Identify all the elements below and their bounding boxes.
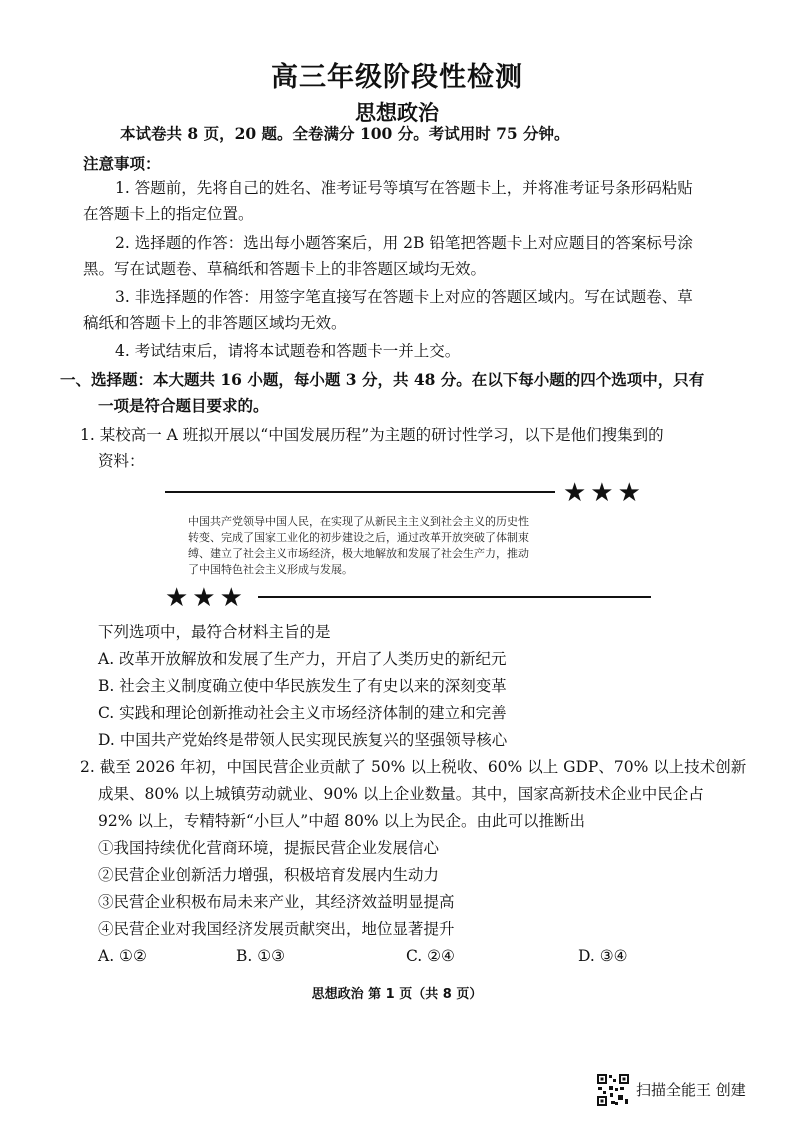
notice-line: 4. 考试结束后，请将本试题卷和答题卡一并上交。 — [115, 342, 461, 360]
exam-info: 本试卷共 8 页，20 题。全卷满分 100 分。考试用时 75 分钟。 — [120, 124, 570, 143]
question-2-choice: A. ①② — [98, 947, 147, 965]
section-heading: 一项是符合题目要求的。 — [98, 396, 269, 415]
question-2-choice: C. ②④ — [406, 947, 455, 965]
notice-line: 3. 非选择题的作答：用签字笔直接写在答题卡上对应的答题区域内。写在试题卷、草 — [115, 288, 693, 306]
notice-line: 稿纸和答题卡上的非答题区域均无效。 — [83, 314, 347, 332]
question-1-prompt: 下列选项中，最符合材料主旨的是 — [98, 623, 331, 641]
question-2-choice: B. ①③ — [236, 947, 286, 965]
question-2-statement: ①我国持续优化营商环境，提振民营企业发展信心 — [98, 839, 440, 857]
section-heading: 一、选择题：本大题共 16 小题，每小题 3 分，共 48 分。在以下每小题的四个选项中，只有 — [60, 370, 705, 389]
question-1-option: A. 改革开放解放和发展了生产力，开启了人类历史的新纪元 — [98, 650, 507, 668]
material-line: 缚、建立了社会主义市场经济，极大地解放和发展了社会生产力，推动 — [188, 547, 529, 560]
notice-line: 在答题卡上的指定位置。 — [83, 205, 254, 223]
question-1-stem: 1. 某校高一 A 班拟开展以“中国发展历程”为主题的研讨性学习，以下是他们搜集到的 — [80, 426, 664, 444]
material-line: 了中国特色社会主义形成与发展。 — [188, 563, 353, 576]
question-2-stem: 92% 以上，专精特新“小巨人”中超 80% 以上为民企。由此可以推断出 — [98, 812, 586, 830]
question-1-option: C. 实践和理论创新推动社会主义市场经济体制的建立和完善 — [98, 704, 507, 722]
notice-line: 2. 选择题的作答：选出每小题答案后，用 2B 铅笔把答题卡上对应题目的答案标号涂 — [115, 234, 693, 252]
question-2-statement: ③民营企业积极布局未来产业，其经济效益明显提高 — [98, 893, 455, 911]
subject-title: 思想政治 — [355, 100, 439, 125]
stars-top: ★★★ — [563, 478, 645, 508]
question-1-option: B. 社会主义制度确立使中华民族发生了有史以来的深刻变革 — [98, 677, 507, 695]
question-2-statement: ②民营企业创新活力增强，积极培育发展内生动力 — [98, 866, 440, 884]
exam-title: 高三年级阶段性检测 — [271, 62, 523, 93]
scanner-watermark: 扫描全能王 创建 — [636, 1081, 746, 1099]
question-2-stem: 成果、80% 以上城镇劳动就业、90% 以上企业数量。其中，国家高新技术企业中民企占 — [98, 785, 704, 803]
material-line: 转变、完成了国家工业化的初步建设之后，通过改革开放突破了体制束 — [188, 531, 529, 544]
notice-line: 黑。写在试题卷、草稿纸和答题卡上的非答题区域均无效。 — [83, 260, 487, 278]
question-1-option: D. 中国共产党始终是带领人民实现民族复兴的坚强领导核心 — [98, 731, 508, 749]
notice-line: 1. 答题前，先将自己的姓名、准考证号等填写在答题卡上，并将准考证号条形码粘贴 — [115, 179, 693, 197]
question-2-stem: 2. 截至 2026 年初，中国民营企业贡献了 50% 以上税收、60% 以上 GDP、70% 以上技术创新 — [80, 758, 747, 776]
material-bottom-rule — [258, 596, 651, 598]
question-2-choice: D. ③④ — [578, 947, 628, 965]
material-top-rule — [165, 491, 555, 493]
page-footer: 思想政治 第 1 页（共 8 页） — [311, 987, 483, 1002]
notice-label: 注意事项： — [83, 154, 161, 173]
material-text — [188, 514, 648, 578]
qr-code-icon — [596, 1073, 630, 1107]
question-1-stem: 资料： — [98, 452, 145, 470]
stars-bottom: ★★★ — [165, 583, 247, 613]
material-line: 中国共产党领导中国人民，在实现了从新民主主义到社会主义的历史性 — [188, 515, 529, 528]
question-2-statement: ④民营企业对我国经济发展贡献突出，地位显著提升 — [98, 920, 455, 938]
